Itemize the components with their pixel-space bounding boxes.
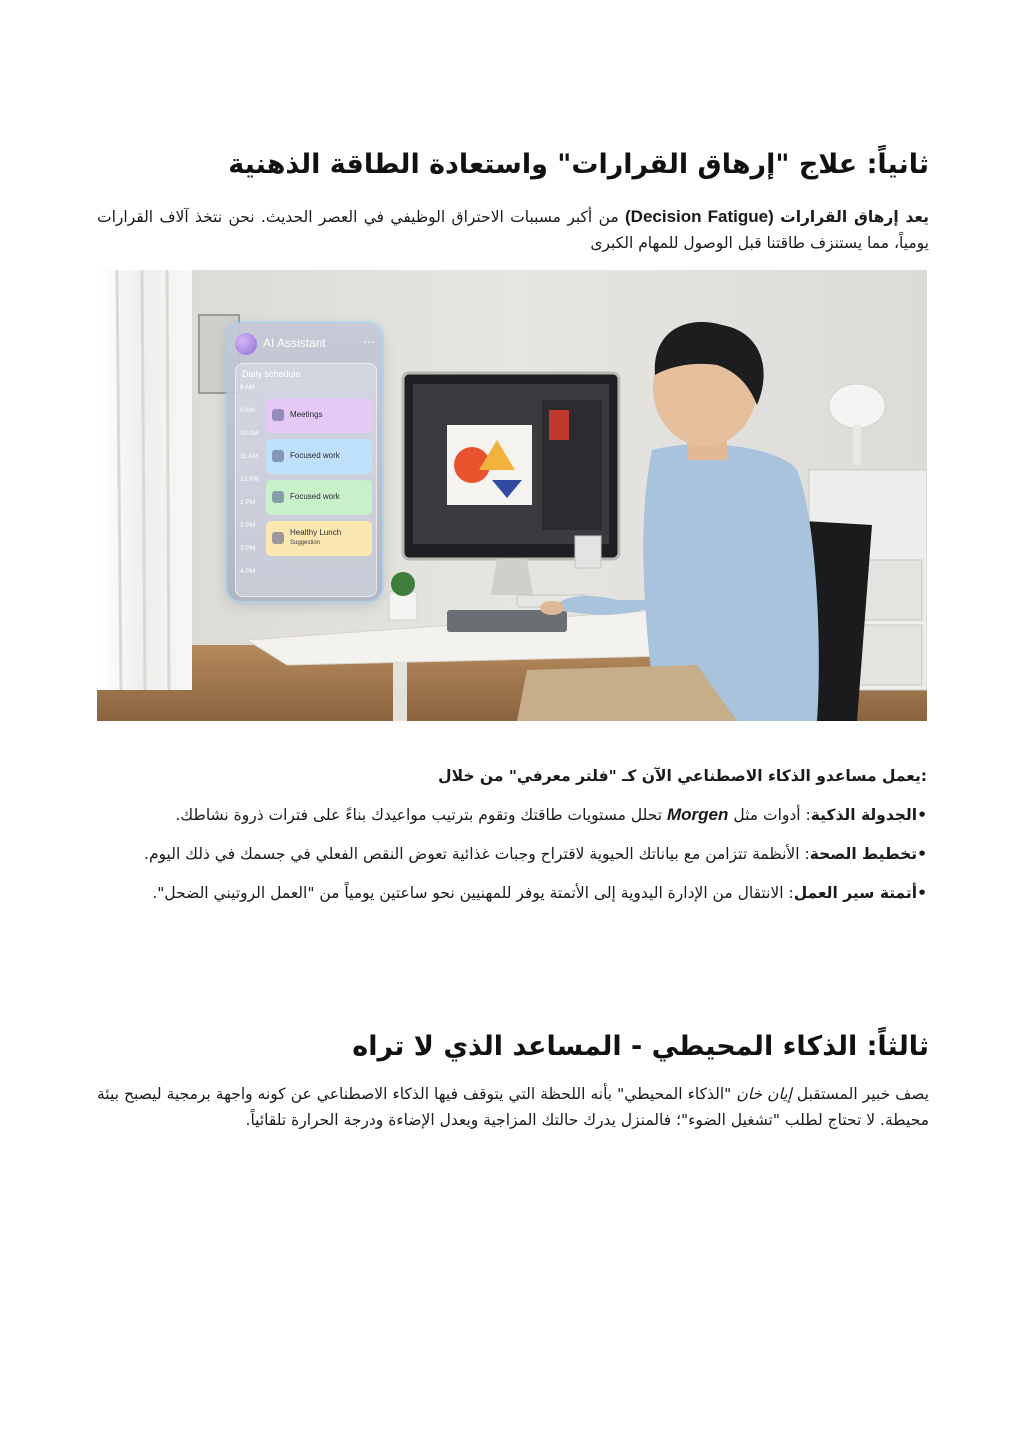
pen-holder: [575, 536, 601, 568]
intro-rest: من أكبر مسببات الاحتراق الوظيفي في العصر الحديث. نحن نتخذ آلاف القرارات يومياً، مما يستنزف طاقتنا قبل الوصول للمهام الكبرى: [97, 208, 929, 252]
workspace-illustration-svg: [97, 270, 927, 721]
card-sublabel: Suggestion: [290, 540, 321, 546]
bullet-marker: •: [917, 806, 927, 824]
bullet-marker: •: [917, 845, 927, 863]
expert-name: إيان خان: [736, 1085, 792, 1103]
time-label: 8 AM: [240, 384, 255, 391]
section-2-intro: [97, 204, 929, 256]
time-label: 9 AM: [240, 407, 255, 414]
bullet-text: : الانتقال من الإدارة اليدوية إلى الأتمتة يوفر للمهنيين نحو ساعتين يومياً من "العمل الروتيني الضحل".: [152, 884, 794, 902]
card-label: Focused work: [290, 492, 340, 501]
time-column: [240, 384, 264, 594]
ai-assistant-panel: [227, 323, 382, 601]
time-label: 1 PM: [240, 499, 256, 506]
schedule-card[interactable]: [266, 398, 372, 433]
paragraph-text: يصف خبير المستقبل: [791, 1085, 929, 1103]
bullet-title: الجدولة الذكية: [810, 806, 918, 824]
schedule-box: [235, 363, 377, 597]
schedule-subtitle: Daily schedule: [242, 369, 301, 379]
time-label: 3 PM: [240, 545, 256, 552]
list-item: [117, 800, 927, 830]
card-icon: [272, 409, 284, 421]
schedule-card[interactable]: [266, 480, 372, 515]
section-3-paragraph: [97, 1081, 929, 1133]
card-label: Healthy Lunch: [290, 528, 342, 537]
schedule-cards: [266, 398, 372, 594]
time-label: 4 PM: [240, 568, 256, 575]
card-label: Meetings: [290, 410, 323, 419]
bullet-text: تحلل مستويات طاقتك وتقوم بترتيب مواعيدك بناءً على فترات ذروة نشاطك.: [175, 806, 668, 824]
intro-english-term: (Decision Fatigue): [625, 207, 774, 226]
workspace-illustration: [97, 270, 927, 721]
list-item: [117, 839, 927, 869]
list-item: [117, 878, 927, 908]
bullet-title: تخطيط الصحة: [809, 845, 918, 863]
desk-leg: [393, 662, 407, 721]
bullet-text: : أدوات مثل: [728, 806, 811, 824]
bullet-title: أتمتة سير العمل: [793, 884, 918, 902]
assistant-logo-icon: [235, 333, 257, 355]
lamp-shade: [829, 384, 885, 428]
assistant-benefits-list: [117, 800, 927, 917]
bullet-text: : الأنظمة تتزامن مع بياناتك الحيوية لاقتراح وجبات غذائية تعوض النقص الفعلي في جسمك في ذلك اليوم.: [144, 845, 810, 863]
assistants-lead: :يعمل مساعدو الذكاء الاصطناعي الآن كـ "فلتر معرفي" من خلال: [438, 767, 927, 785]
card-icon: [272, 532, 284, 544]
assistant-header: [235, 333, 375, 357]
card-label: Focused work: [290, 451, 340, 460]
person-hand: [540, 601, 564, 615]
bullet-marker: •: [917, 884, 927, 902]
schedule-card[interactable]: [266, 521, 372, 556]
section-2-heading: ثانياً: علاج "إرهاق القرارات" واستعادة الطاقة الذهنية: [228, 149, 929, 180]
lamp-stand: [853, 425, 861, 465]
schedule-card[interactable]: [266, 439, 372, 474]
card-icon: [272, 450, 284, 462]
time-label: 12 PM: [240, 476, 259, 483]
intro-bold-term: يعد إرهاق القرارات: [780, 208, 929, 226]
time-label: 11 AM: [240, 453, 258, 460]
time-label: 2 PM: [240, 522, 256, 529]
bullet-term: Morgen: [667, 805, 729, 824]
color-picker: [549, 410, 569, 440]
plant-leaves: [391, 572, 415, 596]
section-3-heading: ثالثاً: الذكاء المحيطي - المساعد الذي لا تراه: [352, 1031, 929, 1062]
paragraph-text: "الذكاء المحيطي" بأنه اللحظة التي يتوقف فيها الذكاء الاصطناعي عن كونه واجهة برمجية ليصبح بيئة محيطة. لا تحتاج لطلب "تشغيل الضوء"؛ فالمنزل يدرك حالتك المزاجية ويعدل الإضاءة ودرجة الحرارة تلقائياً.: [97, 1085, 929, 1129]
plant-pot: [389, 592, 417, 620]
monitor-stand: [491, 559, 533, 595]
more-options-icon[interactable]: ⋯: [363, 335, 375, 349]
time-label: 10 AM: [240, 430, 259, 437]
assistant-title: AI Assistant: [263, 336, 326, 350]
card-icon: [272, 491, 284, 503]
